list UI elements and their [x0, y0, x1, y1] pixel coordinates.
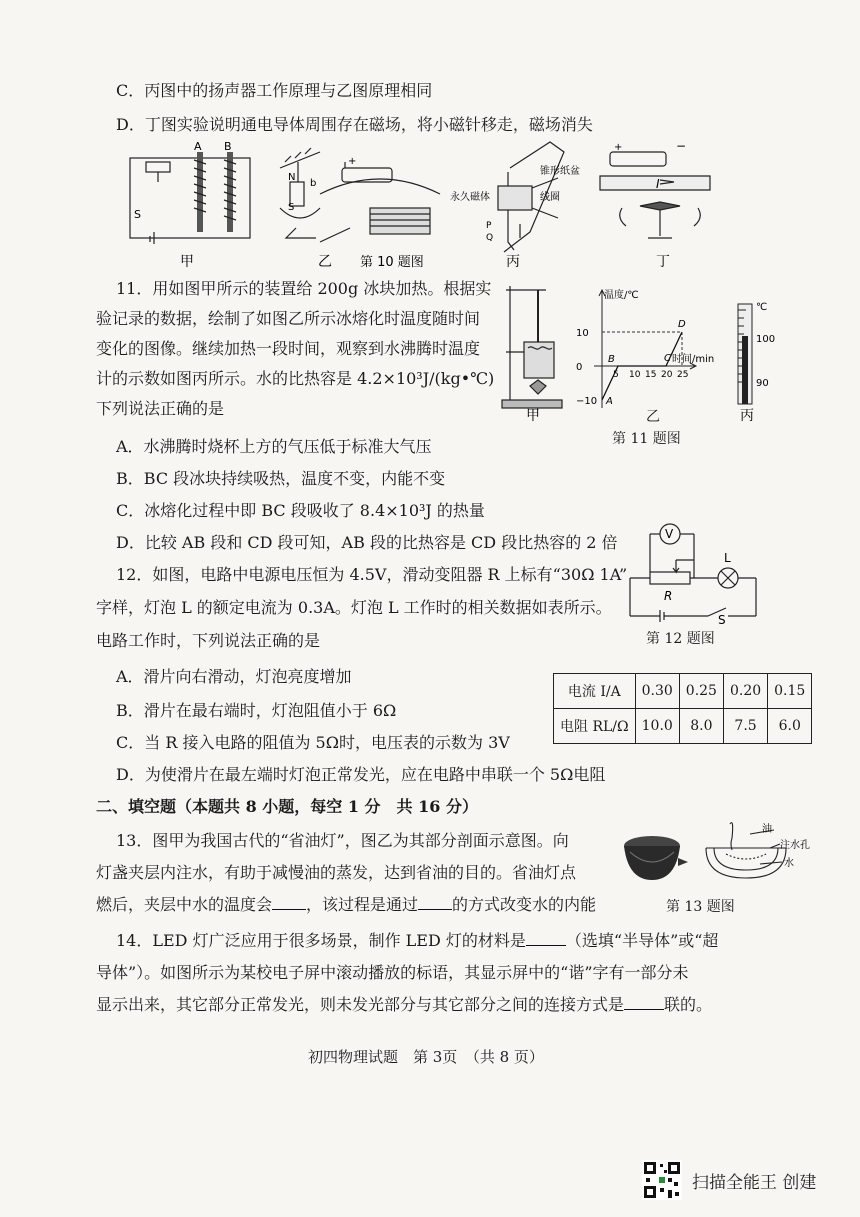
answer-blank[interactable]: [526, 931, 566, 946]
label-magnet: 永久磁体: [450, 192, 490, 203]
graph-x-tick-label: 25: [677, 370, 689, 380]
q11-line1: 11．用如图甲所示的装置给 200g 冰块加热。根据实: [116, 279, 492, 298]
q11-temperature-graph: [572, 288, 722, 418]
label-plus-ding: +: [614, 142, 623, 153]
fig-caption-q11: 第 11 题图: [612, 431, 681, 447]
fig-label-yi-11: 乙: [646, 409, 660, 425]
q10-figure: [120, 138, 720, 270]
table-row-current: [554, 674, 812, 709]
graph-x-tick-label: 20: [661, 370, 673, 380]
graph-point-label: A: [606, 396, 613, 407]
q10-option-d: D．丁图实验说明通电导体周围存在磁场，将小磁针移走，磁场消失: [116, 115, 593, 134]
table-row-resistance: [554, 709, 812, 744]
table-header-current: 电流 I/A: [554, 674, 636, 709]
table-cell: 0.20: [723, 674, 767, 709]
label-P: P: [486, 221, 492, 231]
label-b: b: [310, 178, 317, 189]
q14-line1-part1: 14．LED 灯广泛应用于很多场景，制作 LED 灯的材料是: [116, 931, 526, 950]
q11-line2: 验记录的数据，绘制了如图乙所示冰熔化时温度随时间: [96, 309, 481, 328]
label-current-I: I: [656, 177, 660, 191]
q14-line1-part2: （选填“半导体”或“超: [565, 931, 719, 950]
label-oil: 油: [762, 824, 772, 835]
switch-label: S: [718, 613, 726, 624]
label-A: A: [194, 140, 202, 153]
graph-y-tick-label: −10: [576, 396, 598, 407]
table-cell: 8.0: [679, 709, 723, 744]
q11-option-d: D．比较 AB 段和 CD 段可知，AB 段的比热容是 CD 段比热容的 2 倍: [116, 533, 618, 552]
graph-point-label: B: [608, 354, 615, 365]
graph-y-tick-label: 10: [576, 328, 589, 339]
q11-option-b: B．BC 段冰块持续吸热，温度不变，内能不变: [116, 469, 446, 488]
fig-label-bing: 丙: [506, 254, 520, 270]
thermo-tick-100: 100: [756, 334, 776, 345]
graph-y-tick-label: 0: [576, 362, 583, 373]
electromagnet-circuit-jia: [130, 152, 250, 244]
graph-y-label: 温度/℃: [604, 290, 639, 301]
q13-oil-lamp-photo: [620, 828, 690, 884]
table-cell: 0.30: [635, 674, 679, 709]
q12-line1: 12．如图，电路中电源电压恒为 4.5V，滑动变阻器 R 上标有“30Ω 1A”: [116, 565, 628, 584]
q11-thermometer: [728, 296, 788, 422]
page-footer: 初四物理试题 第 3页 （共 8 页）: [308, 1048, 544, 1066]
fig-label-ding: 丁: [656, 254, 670, 270]
label-coil: 线圈: [540, 192, 560, 203]
thermo-unit: ℃: [756, 302, 768, 313]
thermo-tick-90: 90: [756, 378, 769, 389]
q12-option-c: C．当 R 接入电路的阻值为 5Ω时，电压表的示数为 3V: [116, 733, 510, 752]
q11-line4: 计的示数如图丙所示。水的比热容是 4.2×10³J/(kg•℃): [96, 369, 495, 388]
table-cell: 7.5: [723, 709, 767, 744]
q10-option-c: C．丙图中的扬声器工作原理与乙图原理相同: [116, 81, 433, 100]
q12-option-d: D．为使滑片在最左端时灯泡正常发光，应在电路中串联一个 5Ω电阻: [116, 765, 606, 784]
table-cell: 0.25: [679, 674, 723, 709]
q11-option-c: C．冰熔化过程中即 BC 段吸收了 8.4×10³J 的热量: [116, 501, 485, 520]
answer-blank[interactable]: [272, 895, 306, 910]
q12-data-table: [553, 673, 812, 744]
q13-line3: [96, 894, 596, 916]
graph-point-label: C: [664, 353, 671, 364]
table-cell: 10.0: [635, 709, 679, 744]
label-water: 水: [784, 858, 794, 869]
label-N: N: [288, 172, 296, 183]
q13-line3-part3: 的方式改变水的内能: [452, 895, 597, 914]
q12-option-b: B．滑片在最右端时，灯泡阻值小于 6Ω: [116, 701, 397, 720]
table-cell: 0.15: [768, 674, 812, 709]
label-minus-ding: −: [676, 139, 687, 153]
q12-option-a: A．滑片向右滑动，灯泡亮度增加: [116, 667, 352, 686]
fig-label-bing-11: 丙: [740, 408, 754, 422]
fig-label-jia-11: 甲: [526, 408, 540, 422]
label-S: S: [134, 208, 141, 221]
q13-oil-lamp-section: [700, 818, 810, 882]
graph-x-tick-label: 10: [629, 370, 641, 380]
fig-caption-q10: 第 10 题图: [360, 255, 424, 270]
q12-line3: 电路工作时，下列说法正确的是: [96, 631, 321, 650]
q13-line2: 灯盏夹层内注水，有助于减慢油的蒸发，达到省油的目的。省油灯点: [96, 863, 577, 882]
q14-line1: [116, 930, 718, 952]
label-water-hole: 注水孔: [780, 840, 810, 851]
q14-line3-part2: 联的。: [664, 995, 713, 1014]
q13-line1: 13．图甲为我国古代的“省油灯”，图乙为其部分剖面示意图。向: [116, 831, 569, 850]
q11-line3: 变化的图像。继续加热一段时间，观察到水沸腾时温度: [96, 339, 481, 358]
q13-line3-part2: ，该过程是通过: [306, 895, 419, 914]
label-B: B: [224, 140, 232, 153]
table-cell: 6.0: [768, 709, 812, 744]
fig-label-yi: 乙: [318, 254, 332, 270]
voltmeter-label: V: [665, 527, 674, 541]
scanner-watermark: 扫描全能王 创建: [692, 1173, 817, 1193]
graph-x-tick-label: 5: [613, 370, 619, 380]
q11-option-a: A．水沸腾时烧杯上方的气压低于标准大气压: [116, 437, 432, 456]
graph-x-label: 时间/min: [672, 354, 715, 365]
q12-line2: 字样，灯泡 L 的额定电流为 0.3A。灯泡 L 工作时的相关数据如表所示。: [96, 598, 612, 617]
answer-blank[interactable]: [624, 995, 664, 1010]
graph-point-label: D: [678, 319, 686, 330]
lamp-label: L: [724, 551, 731, 565]
label-cone: 锥形纸盆: [540, 166, 580, 177]
qr-code-icon: [642, 1160, 682, 1200]
table-header-resistance: 电阻 RL/Ω: [554, 709, 636, 744]
fig-label-jia: 甲: [180, 254, 194, 270]
fig-caption-q13: 第 13 题图: [666, 899, 735, 915]
q13-line3-part1: 燃后，夹层中水的温度会: [96, 895, 273, 914]
q11-heating-apparatus: [500, 282, 570, 422]
label-Q: Q: [486, 233, 494, 243]
q14-line3-part1: 显示出来，其它部分正常发光，则未发光部分与其它部分之间的连接方式是: [96, 995, 625, 1014]
section-title-fill-in: 二、填空题（本题共 8 小题，每空 1 分 共 16 分）: [96, 797, 478, 816]
answer-blank[interactable]: [418, 895, 452, 910]
label-S2: S: [288, 202, 295, 213]
q14-line3: [96, 994, 712, 1016]
label-plus: +: [348, 156, 357, 167]
q12-circuit: [620, 520, 770, 624]
oersted-experiment-ding: [600, 152, 710, 238]
rheostat-label: R: [664, 589, 673, 603]
fig-caption-q12: 第 12 题图: [646, 631, 715, 647]
graph-x-tick-label: 15: [645, 370, 657, 380]
q14-line2: 导体”）。如图所示为某校电子屏中滚动播放的标语，其显示屏中的“谐”字有一部分未: [96, 963, 689, 982]
q11-line5: 下列说法正确的是: [96, 399, 225, 418]
motor-apparatus-yi: [280, 148, 440, 242]
